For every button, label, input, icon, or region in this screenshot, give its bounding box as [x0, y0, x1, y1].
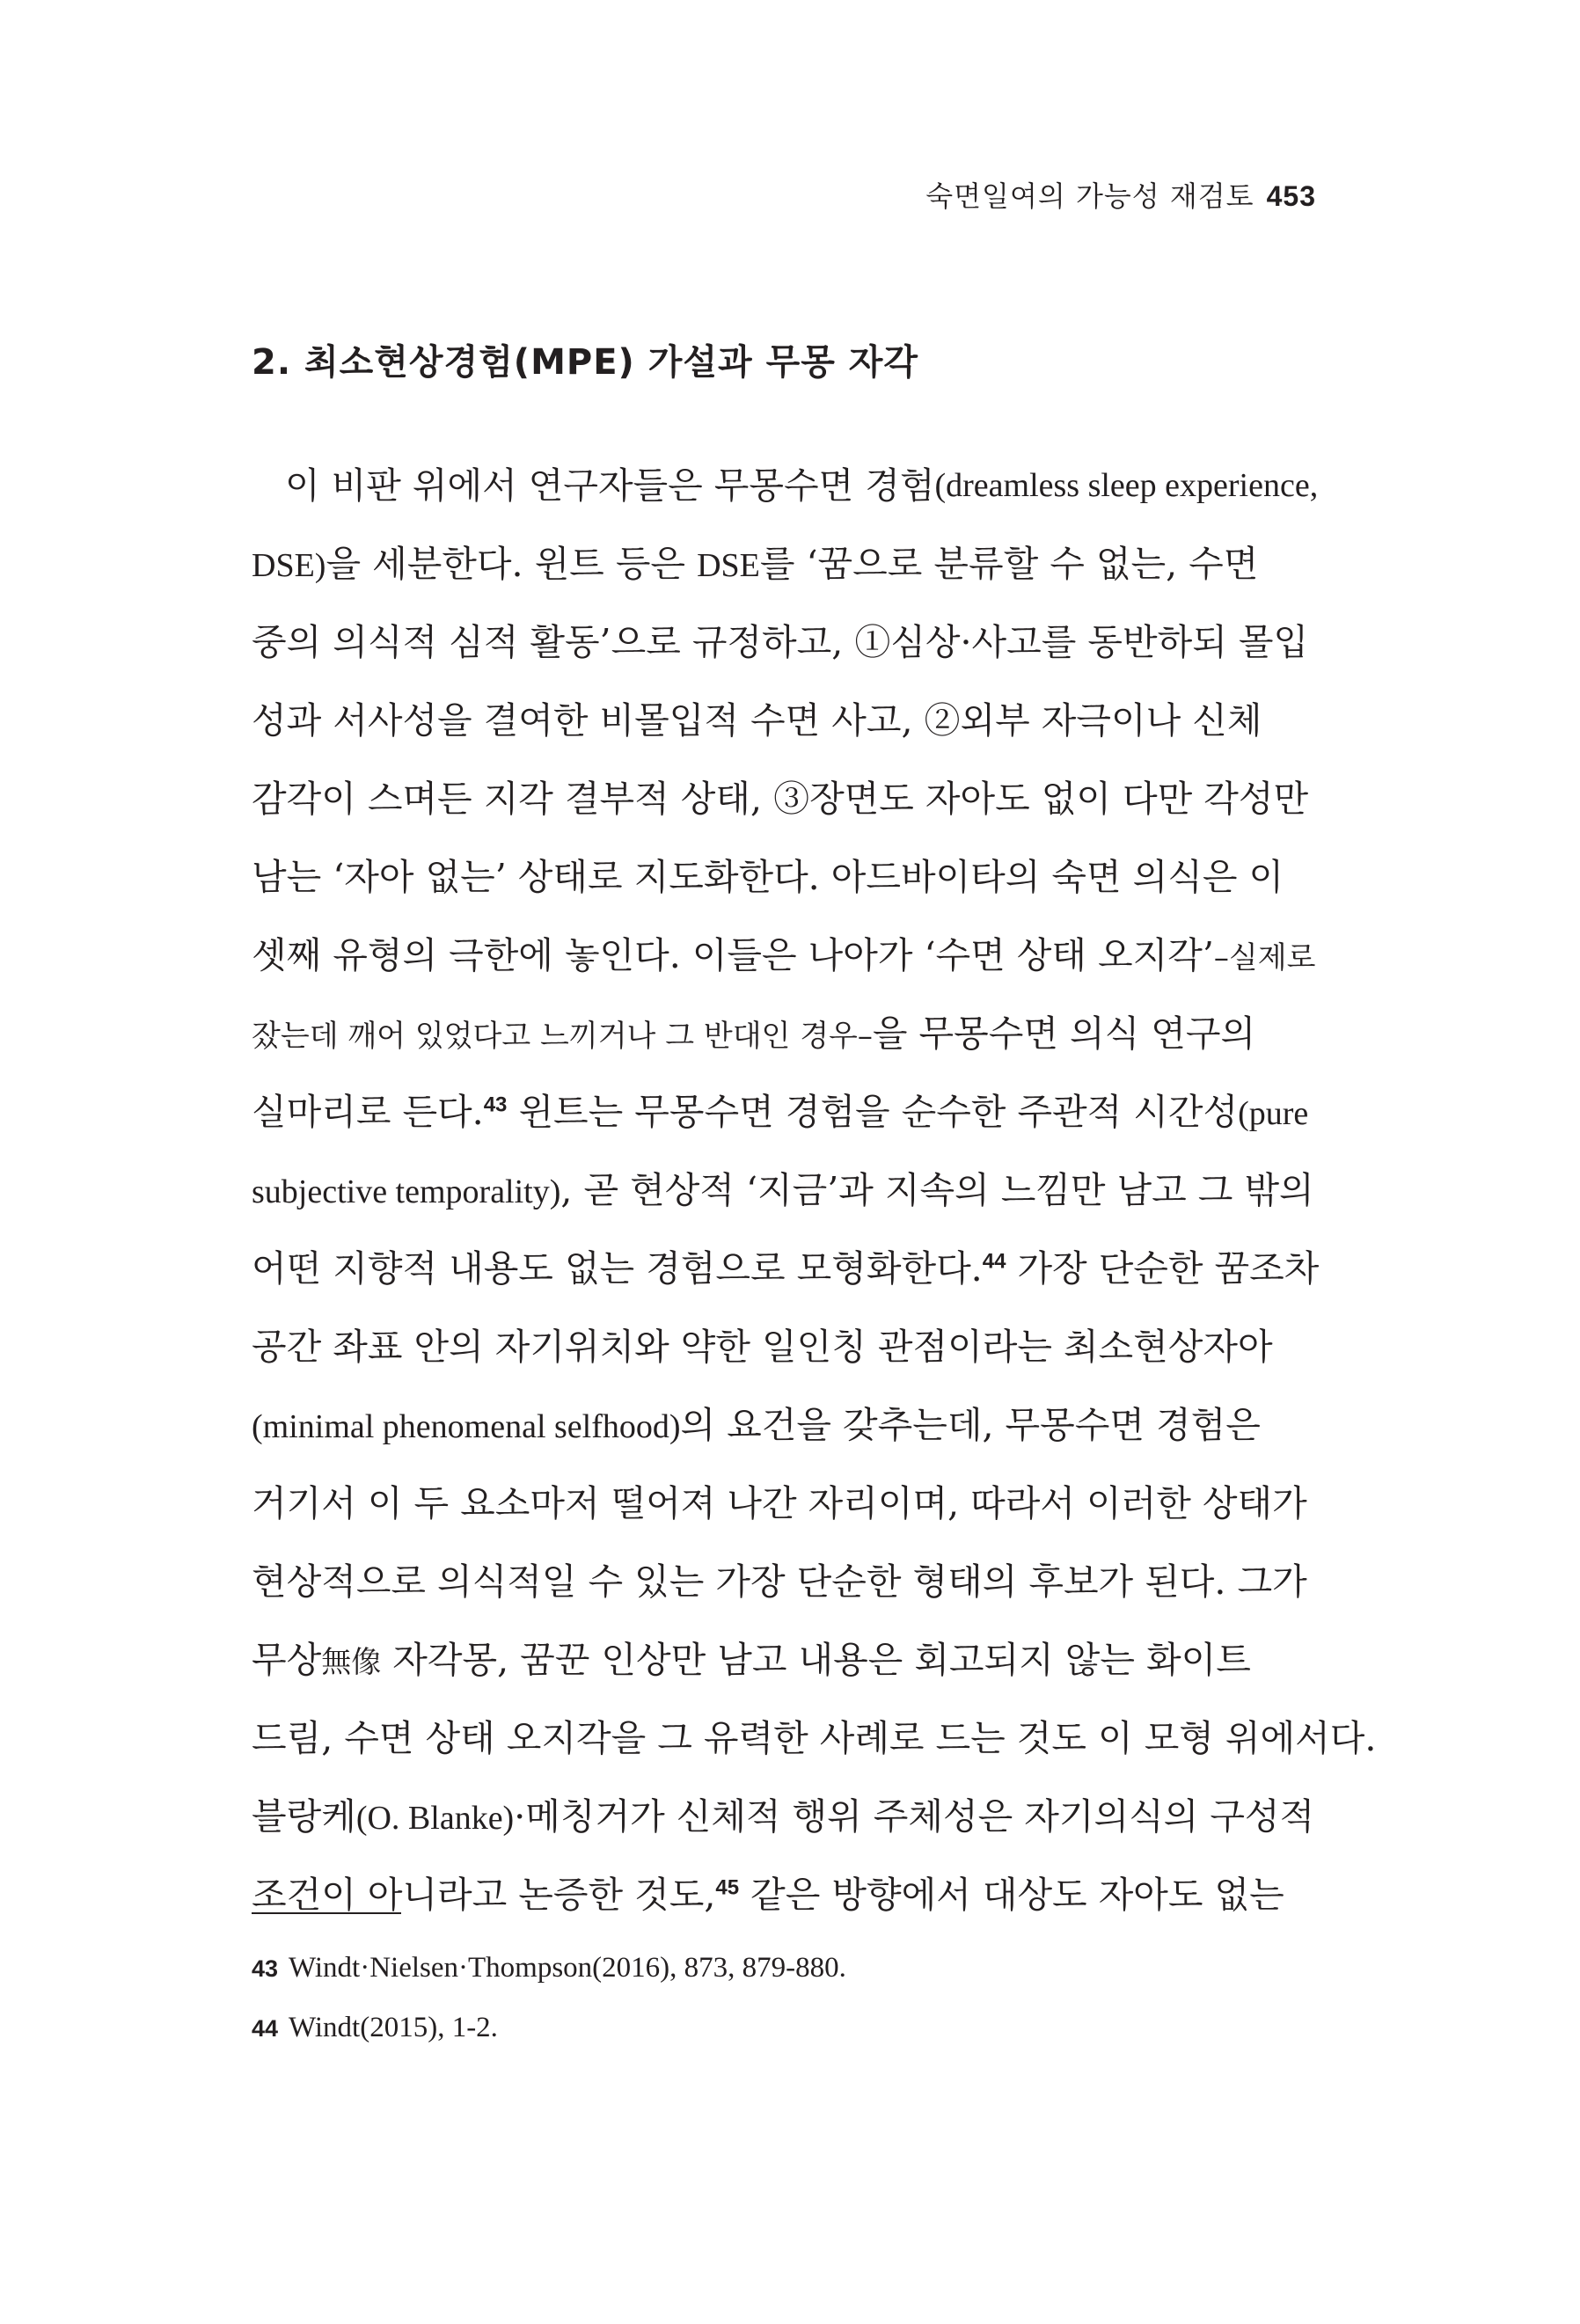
- paragraph-line: [252, 525, 1318, 603]
- footnote-number: 44: [252, 2015, 279, 2042]
- section-title: 2. 최소현상경험(MPE) 가설과 무몽 자각: [252, 342, 919, 383]
- footnote-reference[interactable]: 45: [715, 1875, 740, 1900]
- running-head-title: 숙면일여의 가능성 재검토: [925, 179, 1254, 213]
- text-segment: 윈트는 무몽수면 경험을 순수한 주관적 시간성: [507, 1091, 1239, 1133]
- text-segment: 감각이 스며든 지각 결부적 상태, ③장면도 자아도 없이 다만 각성만: [252, 778, 1309, 820]
- footnote-text: Windt·Nielsen·Thompson(2016), 873, 879-880.: [289, 1952, 846, 1984]
- paragraph-line: [252, 1543, 1318, 1621]
- text-segment: 을 무몽수면 의식 연구의: [872, 1012, 1256, 1055]
- footnote-reference[interactable]: 44: [982, 1249, 1006, 1274]
- text-segment: 드림, 수면 상태 오지각을 그 유력한 사례로 드는 것도 이 모형 위에서다.: [252, 1717, 1377, 1759]
- footnote-separator: [252, 1912, 401, 1914]
- page-number: 453: [1266, 180, 1316, 212]
- text-segment-small: 잤는데 깨어 있었다고 느끼거나 그 반대인 경우–: [252, 1019, 873, 1054]
- paragraph-line: [252, 1699, 1377, 1778]
- latin-term: DSE): [252, 547, 326, 584]
- text-segment: ·메칭거가 신체적 행위 주체성은 자기의식의 구성적: [514, 1795, 1315, 1838]
- hanja-annotation: 無像: [321, 1645, 382, 1680]
- footnotes: [252, 1938, 846, 2057]
- paragraph-line: [252, 1621, 1318, 1699]
- text-segment: 을 세분한다. 윈트 등은: [326, 543, 698, 585]
- text-segment: 조건이 아니라고 논증한 것도,: [252, 1874, 716, 1916]
- paragraph-line: [252, 1073, 1318, 1151]
- paragraph-line: [252, 1151, 1318, 1230]
- text-segment: 가장 단순한 꿈조차: [1006, 1247, 1320, 1290]
- latin-term: (minimal phenomenal selfhood): [252, 1408, 681, 1445]
- text-segment: 자각몽, 꿈꾼 인상만 남고 내용은 회고되지 않는 화이트: [381, 1639, 1251, 1681]
- latin-term: (pure: [1238, 1095, 1309, 1132]
- paragraph-line: [252, 995, 1318, 1073]
- text-segment: 의 요건을 갖추는데, 무몽수면 경험은: [680, 1404, 1261, 1446]
- text-segment: 거기서 이 두 요소마저 떨어져 나간 자리이며, 따라서 이러한 상태가: [252, 1482, 1307, 1524]
- latin-term: subjective temporality): [252, 1173, 561, 1210]
- paragraph-line: [252, 1308, 1318, 1386]
- paragraph-line: [252, 1465, 1318, 1543]
- text-segment: 이 비판 위에서 연구자들은 무몽수면 경험: [285, 464, 935, 507]
- footnote-text: Windt(2015), 1-2.: [289, 2012, 498, 2043]
- paragraph-line: [252, 603, 1318, 682]
- text-segment: 블랑케: [252, 1795, 356, 1838]
- latin-term: (O. Blanke): [355, 1800, 515, 1837]
- footnote-reference[interactable]: 43: [483, 1093, 508, 1117]
- text-segment: 같은 방향에서 대상도 자아도 없는: [739, 1874, 1284, 1916]
- paragraph-line: [252, 1778, 1318, 1856]
- running-head: [925, 174, 1316, 215]
- text-segment: 성과 서사성을 결여한 비몰입적 수면 사고, ②외부 자극이나 신체: [252, 699, 1262, 742]
- latin-term: DSE: [697, 547, 760, 584]
- paragraph-line: [252, 682, 1318, 760]
- text-segment: 셋째 유형의 극한에 놓인다. 이들은 나아가 ‘수면 상태 오지각’: [252, 934, 1214, 976]
- text-segment: 실마리로 든다.: [252, 1091, 484, 1133]
- footnote-44: [252, 1998, 846, 2057]
- paragraph-line: [252, 1386, 1318, 1465]
- paragraph-line: [252, 447, 1318, 525]
- latin-term: (dreamless sleep experience,: [934, 467, 1319, 504]
- text-segment: 현상적으로 의식적일 수 있는 가장 단순한 형태의 후보가 된다. 그가: [252, 1560, 1307, 1603]
- text-segment: 어떤 지향적 내용도 없는 경험으로 모형화한다.: [252, 1247, 983, 1290]
- footnote-number: 43: [252, 1955, 279, 1982]
- text-segment-small: –실제로: [1213, 940, 1316, 976]
- text-segment: , 곧 현상적 ‘지금’과 지속의 느낌만 남고 그 밖의: [560, 1169, 1314, 1211]
- paragraph-line: [252, 917, 1318, 995]
- paragraph-line: [252, 838, 1318, 917]
- text-segment: 를 ‘꿈으로 분류할 수 없는, 수면: [759, 543, 1259, 585]
- text-segment: 중의 의식적 심적 활동’으로 규정하고, ①심상·사고를 동반하되 몰입: [252, 621, 1309, 663]
- paragraph-line: [252, 1230, 1318, 1308]
- paragraph-line: [252, 1856, 1318, 1934]
- text-segment: 남는 ‘자아 없는’ 상태로 지도화한다. 아드바이타의 숙면 의식은 이: [252, 856, 1284, 898]
- text-segment: 공간 좌표 안의 자기위치와 약한 일인칭 관점이라는 최소현상자아: [252, 1326, 1273, 1368]
- text-segment: 무상: [252, 1639, 322, 1681]
- body-paragraph: [252, 447, 1377, 1934]
- footnote-43: [252, 1938, 846, 1998]
- paragraph-line: [252, 760, 1318, 838]
